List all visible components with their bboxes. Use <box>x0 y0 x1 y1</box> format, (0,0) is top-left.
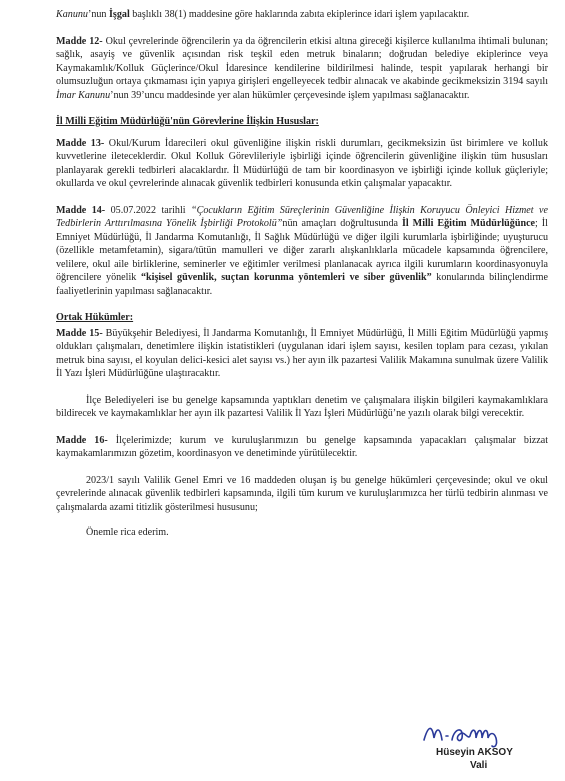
article-label: Madde 15- <box>56 327 103 339</box>
article-label: Madde 16- <box>56 434 108 446</box>
article-13 <box>56 137 548 191</box>
text-run: İlçelerimizde; kurum ve kuruluşlarımızın bu genelge kapsamında yapacakları çalışmalar bizzat kaymakamlarımızın gözetim, koordinasyon ve denetiminde yürütülecektir. <box>56 434 548 459</box>
article-12 <box>56 35 548 103</box>
article-label: Madde 13- <box>56 137 105 149</box>
term-isgal: İşgal <box>109 9 130 20</box>
text-run: konularında bilinçlendirme faaliyetlerinin yapılması sağlanacaktır. <box>56 272 549 297</box>
text-run: ’nun <box>87 9 109 20</box>
signatory-name: Hüseyin AKSOY <box>436 747 513 758</box>
protocol-title: “Çocukların Eğitim Süreçlerinin Güvenliğine İlişkin Koruyucu Önleyici Hizmet ve Tedbirlerin Arttırılmasına Yönelik İşbirliği Protokolü” <box>56 204 548 229</box>
text-run: nün amaçları doğrultusunda <box>282 218 402 229</box>
document-page <box>56 8 548 540</box>
text-run: Okul çevrelerinde öğrencilerin ya da öğrencilerin etkisi altına gireceği kişilerce kullanılma ihtimali bulunan; sağlık, asayiş ve güvenlik açısından risk teşkil eden metruk binaların; doğrudan belediye ekiplerince veya Kaymakamlık/Kolluk Güçlerince/Okul İdaresince kendilerine bildirilmesi halinde, tespit yapılarak herhangi bir olumsuzluğun ortaya çıkmaması için yapıya girişleri engelleyecek tedbir alınacak ve akabinde gecikmeksizin 3194 sayılı <box>56 35 548 87</box>
article-15 <box>56 327 548 381</box>
section-heading-ortak: Ortak Hükümler: <box>56 312 134 323</box>
law-name: Kanunu <box>56 9 88 20</box>
text-run: Okul/Kurum İdarecileri okul güvenliğine ilişkin riskli durumları, gecikmeksizin üst birimlere ve kolluk kuvvetlerine ileteceklerdir. Okul Kolluk Görevlileriyle işbirliği içinde öğrencilerin güvenliğine ilişkin tüm hususları planlayarak gerekli tedbirleri alacaklardır. İl Müdürlüğü de tam bir koordinasyon ve işbirliği içinde kolluk güçleriyle; okullarda ve okul çevrelerinde alınacak güvenlik tedbirleri konusunda etkin çalışmalar yapacaktır. <box>56 137 548 189</box>
article-label: Madde 12- <box>56 35 103 47</box>
text-run: 05.07.2022 tarihli <box>105 204 191 216</box>
topic-highlight: “kişisel güvenlik, suçtan korunma yöntemleri ve siber güvenlik” <box>140 272 432 283</box>
paragraph-law-continuation <box>56 8 548 22</box>
article-14 <box>56 204 548 299</box>
signatory-title: Vali <box>470 760 488 771</box>
section-heading-milli-egitim: İl Milli Eğitim Müdürlüğü'nün Görevlerine İlişkin Hususlar: <box>56 116 319 127</box>
final-paragraph: 2023/1 sayılı Valilik Genel Emri ve 16 maddeden oluşan iş bu genelge hükümleri çerçevesinde; okul ve okul çevrelerinde alınacak güvenlik tedbirleri kapsamında, ilgili tüm kurum ve kuruluşlarımızca her türlü tedbirin alınması ve çalışmalarda azami titizlik gösterilmesi hususunu; <box>56 474 548 513</box>
text-run: ; İl Emniyet Müdürlüğü, İl Jandarma Komutanlığı, İl Sağlık Müdürlüğü ve diğer ilgili kurumlarla işbirliğinde; uyuşturucu (özellikle metamfetamin), sigara/tütün mamulleri ve diğer zararlı alışkanlıklarla mücadele kapsamında öğrencilere, velilere, okul aile birliklerine, seminerler ve eğitimler verilmesi planlanacak ayrıca ilgili kurumların koordinasyonuyla öğrencilere yönelik <box>56 218 548 283</box>
article-15-paragraph-2: İlçe Belediyeleri ise bu genelge kapsamında yaptıkları denetim ve çalışmalara ilişkin bilgileri kaymakamlıklara bildirecek ve kaymakamlıklar her ayın ilk pazartesi Valilik İl Yazı İşleri Müdürlüğü’ne yazılı olarak bilgi verecektir. <box>56 394 548 419</box>
institution-name: İl Milli Eğitim Müdürlüğünce <box>401 218 536 229</box>
text-run: ’nun 39’uncu maddesinde yer alan hükümler çerçevesinde işlem yapılması sağlanacaktır. <box>110 89 470 101</box>
article-16 <box>56 434 548 461</box>
handwritten-signature <box>418 716 528 750</box>
text-run: Büyükşehir Belediyesi, İl Jandarma Komutanlığı, İl Emniyet Müdürlüğü, İl Milli Eğitim Müdürlüğü yapmış oldukları çalışmaları, denetimlere ilişkin istatistikleri (uygulanan idari işlem sayısı, kesilen toplam para cezası, yıkılan metruk bina sayısı, el koyulan delici-kesici alet sayısı vs.) her ayın ilk pazartesi Valilik Makamına sunulmak üzere Valilik İl Yazı İşleri Müdürlüğüne ulaştıracaktır. <box>56 327 548 379</box>
article-label: Madde 14- <box>56 204 106 216</box>
law-name: İmar Kanunu <box>56 89 111 101</box>
signature-block <box>418 716 528 772</box>
closing-line: Önemle rica ederim. <box>86 527 169 538</box>
text-run: başlıklı 38(1) maddesine göre haklarında zabıta ekiplerince idari işlem yapılacaktır. <box>129 9 470 20</box>
